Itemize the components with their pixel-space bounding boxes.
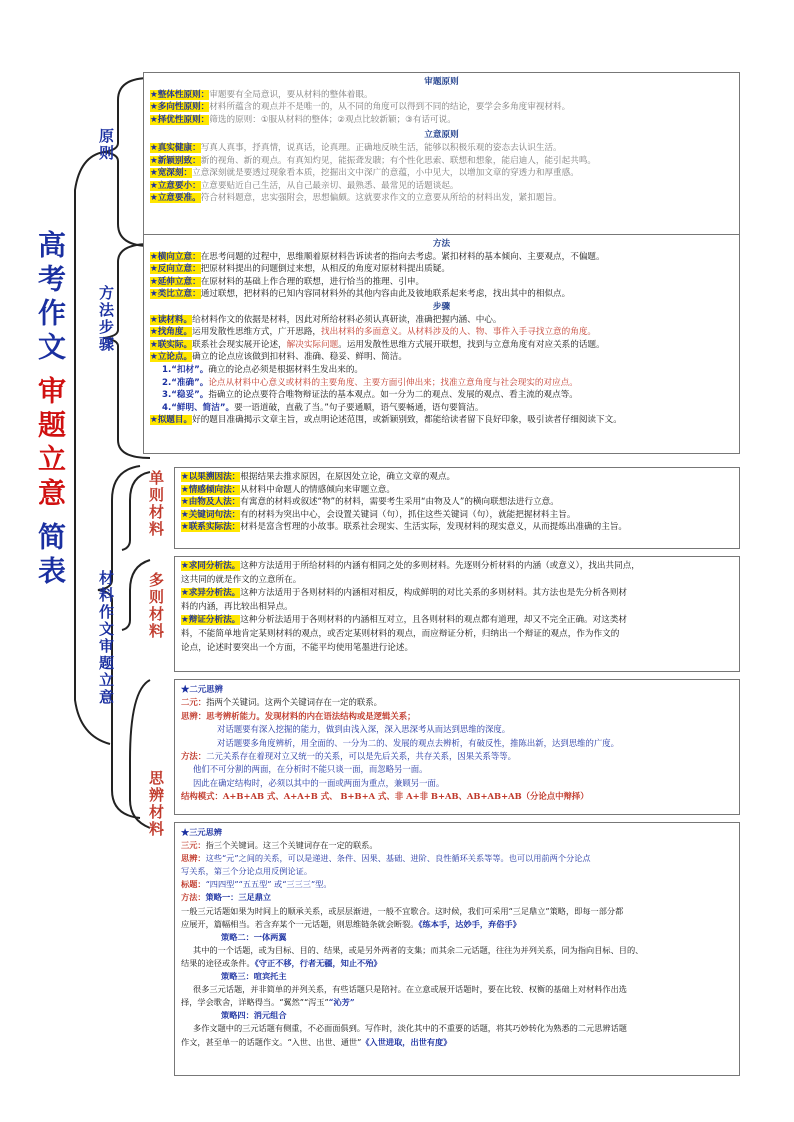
methods-box: [143, 234, 740, 454]
text-span: ★辩证分析法。: [181, 615, 241, 626]
text-span: 筛选的原则：①服从材料的整体；②观点比较新颖；③有话可说。: [209, 114, 456, 125]
step-item: [150, 351, 733, 364]
ternary-line: 策略四：消元组合: [221, 1010, 287, 1021]
text-span: 结果的途径或条件。: [181, 957, 255, 968]
binary-heading: ★二元思辨: [181, 684, 223, 694]
ternary-line: [181, 878, 733, 891]
ternary-line: 写关系，第三个分论点用反例论证。: [181, 866, 313, 877]
ternary-line: [181, 852, 733, 865]
text-span: 符合材料题意，忠实强附会，思想偏颇。这就要求作文的立意要从所给的材料出发，紧扣题旨。: [200, 193, 562, 204]
text-span: 运用发散性思维方式，广开思路，: [192, 327, 322, 338]
text-span: 指两个关键词。这两个关键词存在一定的联系。: [206, 697, 382, 708]
text-span: 《入世进取，出世有度》: [361, 1036, 452, 1047]
text-span: 新的视角、新的观点。有真知灼见，能振聋发聩；有个性化思索、联想和想象，能启迪人，能引起共鸣。: [200, 155, 597, 166]
text-span: ★立论点。: [150, 352, 193, 363]
text-span: 材料所蕴含的观点并不是唯一的，从不同的角度可以得到不同的结论，要学会多角度审视材料。: [209, 102, 571, 113]
method-item: [150, 263, 733, 276]
text-span: 材料是富含哲理的小故事。联系社会现实、生活实际，发现材料的现实意义，从而提炼出准确的主旨。: [240, 522, 628, 533]
step-sub-item: [150, 364, 733, 377]
text-span: 通过联想，把材料的已知内容同材料外的其他内容由此及彼地联系起来考虑，找出其中的相似点。: [200, 289, 571, 300]
principle-item: [150, 114, 733, 127]
multi-method-item: [181, 560, 733, 574]
single-method-item: [181, 496, 733, 509]
text-span: A+B+AB 式、A+A+B 式、 B+B+A 式、非 A+非 B+AB、AB+AB+AB（分论点中辩择）: [222, 791, 589, 802]
multi-method-continuation: 料，不能简单地肯定某则材料的观点，或否定某则材料的观点，而应辩证分析，归纳出一个辩证的观点，作为作文的: [181, 628, 620, 639]
text-span: 把原材料提出的问题倒过来想，从相反的角度对原材料提出质疑。: [200, 264, 450, 275]
ternary-heading: ★三元思辨: [181, 827, 222, 837]
ternary-line: [181, 918, 733, 931]
text-span: 策略一：三足鼎立: [205, 892, 272, 903]
text-span: 有的材料为突出中心，会设置关键词（句），抓住这些关键词（句），就能把握材料主旨。: [240, 509, 576, 520]
text-span: ★延伸立意：: [150, 276, 201, 287]
text-span: 写真人真事，抒真情，说真话，论真理。正确地反映生活，能够以积极乐观的姿态去认识生活。: [200, 142, 562, 153]
text-span: ★新颖别致：: [150, 155, 201, 166]
text-span: 联系社会现实展开论述，: [192, 339, 287, 350]
principle-item: [150, 155, 733, 168]
step-sub-item: [150, 389, 733, 402]
principle-item: [150, 192, 733, 205]
binary-line: 对话题要有深入挖掘的能力，做到由浅入深，深入思深考从而达到思维的深度。: [217, 724, 511, 735]
ternary-line: [181, 996, 733, 1009]
label-danze: 单则材料: [147, 470, 165, 538]
ternary-dialectic-box: [174, 822, 740, 1076]
text-span: 好的题目准确揭示文章主旨，或点明论述范围，或新颖别致，都能给读者留下良好印象，吸引读者仔细阅读下文。: [192, 415, 622, 426]
page-title: [30, 230, 70, 590]
text-span: ★横向立意：: [150, 251, 201, 262]
text-span: 立意深刻就是要透过现象看本质，挖掘出文中深广的意蕴，小中见大，以增加文章的穿透力和厚重感。: [192, 168, 579, 179]
text-span: 有寓意的材料或叙述“物”的材料，需要考生采用“由物及人”的横向联想法进行立意。: [240, 497, 559, 508]
text-span: 1.“扣材”。: [162, 364, 209, 375]
steps-heading: 步骤: [432, 301, 451, 312]
label-yuanze: 原则: [97, 128, 115, 162]
text-span: 确立的论点应该做到扣材料、准确、稳妥、鲜明、简洁。: [192, 352, 407, 363]
label-duoze: 多则材料: [147, 572, 165, 640]
ternary-line: [181, 891, 733, 904]
principle-item: [150, 89, 733, 102]
label-sibian: 思辨材料: [147, 770, 165, 838]
text-span: 二元：: [181, 697, 207, 708]
single-method-item: [181, 484, 733, 497]
step-item: [150, 314, 733, 327]
title-main: 高考作文: [34, 230, 67, 366]
step-sub-item: [150, 402, 733, 415]
text-span: 作文，甚至单一的话题作文。“入世、出世、通世”: [181, 1036, 362, 1047]
text-span: 二元关系存在着现对立又统一的关系，可以是先后关系，共存关系，因果关系等等。: [206, 751, 516, 762]
multi-method-continuation: 这共同的就是作文的立意所在。: [181, 574, 302, 585]
single-method-item: [181, 509, 733, 522]
text-span: ★关键词句法：: [181, 509, 241, 520]
ternary-line: 很多三元话题，并非简单的并列关系，有些话题只是陪衬。在立意或展开话题时，要在比较、权衡的基础上对材料作出选: [193, 984, 627, 995]
title-red: 审题立意: [34, 376, 67, 512]
text-span: “沁芳”: [328, 997, 355, 1008]
text-span: ★以果溯因法：: [181, 472, 241, 482]
binary-line: 对话题要多角度辨析，用全面的、一分为二的、发展的观点去辨析，有破反性，推陈出新，达到思维的广度。: [217, 737, 619, 748]
text-span: 解决实际问题: [286, 339, 339, 350]
binary-line: [181, 750, 733, 763]
text-span: 标题：: [181, 879, 206, 890]
ternary-line: 一般三元话题如果为时间上的顺承关系，或层层渐进，一般不宜歌合。这时候，我们可采用“三足鼎立”策略，即每一部分都: [181, 905, 624, 916]
text-span: 论点从材料中心意义或材料的主要角度、主要方面引伸出来；找准立意角度与社会现实的对应点。: [208, 377, 578, 388]
principle-item: [150, 167, 733, 180]
ternary-line: [181, 957, 733, 970]
single-method-item: [181, 471, 733, 484]
text-span: 从材料中命题人的情感倾向来审题立意。: [240, 484, 395, 495]
principles-box: [143, 72, 740, 248]
text-span: ★拟题目。: [150, 415, 193, 426]
text-span: 《守正不移，行者无疆，知止不殆》: [254, 957, 382, 968]
title-tail: 简表: [34, 522, 67, 590]
text-span: 这些“元”之间的关系，可以是递进、条件、因果、基础、进阶、良性循环关系等等。也可以用前两个分论点: [205, 853, 591, 864]
text-span: 。运用发散性思维方式展开联想，找到与立意角度有对应关系的话题。: [338, 339, 605, 350]
text-span: 4.“鲜明、简洁”。: [162, 402, 235, 413]
single-material-box: [174, 467, 740, 549]
principle-item: [150, 142, 733, 155]
text-span: 择，学会歌舍，详略得当。“翼然”“泻玉”: [181, 997, 329, 1008]
text-span: 这种方法适用于所给材料的内涵有相同之处的多则材料。先逐则分析材料的内涵（或意义），找出共同点，: [240, 561, 640, 571]
text-span: 找出材料的多面意义。从材料涉及的人、物、事件入手寻找立意的角度。: [321, 327, 597, 338]
multi-method-item: [181, 614, 733, 628]
text-span: 立意要贴近自己生活，从自己最亲切、最熟悉、最常见的话题谈起。: [200, 180, 459, 191]
text-span: 在思考问题的过程中，思维顺着原材料告诉读者的指向去考虑。紧扣材料的基本倾向、主要观点，不偏题。: [200, 251, 605, 262]
multi-material-box: [174, 556, 740, 672]
binary-line: [181, 790, 733, 803]
text-span: 思辨：: [181, 710, 207, 721]
text-span: ★多向性原则：: [150, 102, 210, 113]
text-span: ★联系实际法：: [181, 522, 241, 533]
text-span: 思考辨析能力。发现材料的内在语法结构或是逻辑关系；: [206, 710, 416, 721]
text-span: ★找角度。: [150, 327, 193, 338]
text-span: ★整体性原则：: [150, 89, 210, 100]
ternary-line: 多作文题中的三元话题有侧重，不必面面俱到。写作时，淡化其中的不重要的话题，将其巧妙转化为熟悉的二元思辨话题: [193, 1023, 627, 1034]
ternary-line: [181, 1036, 733, 1049]
text-span: 确立的论点必须是根据材料生发出来的。: [208, 364, 364, 375]
text-span: 应展开，篇幅相当。若含弃某个一元话题，则思维链条就会断裂。: [181, 918, 419, 929]
idea-principles-heading: 立意原则: [424, 130, 459, 141]
text-span: 根据结果去推求原因，在原因处立论，确立文章的观点。: [240, 472, 456, 482]
binary-line: [181, 696, 733, 709]
ternary-line: 策略二：一体两翼: [221, 931, 287, 942]
text-span: 在原材料的基础上作合理的联想，进行恰当的推理、引申。: [200, 276, 425, 287]
text-span: 这种方法适用于各则材料的内涵相对相反，构成鲜明的对比关系的多则材料。其方法也是先分析各则材: [240, 588, 628, 599]
text-span: 思辨：: [181, 853, 206, 864]
ternary-line: 其中的一个话题，或为目标、目的、结果，或是另外两者的支集；而其余二元话题，往往为并列关系，同为指向目标、目的、: [193, 944, 644, 955]
text-span: 指确立的论点要符合唯物辩证法的基本观点。如一分为二的观点、发展的观点、看主流的观点等。: [208, 390, 578, 401]
principle-item: [150, 180, 733, 193]
step-item: [150, 414, 733, 427]
ternary-line: [181, 839, 733, 852]
step-item: [150, 339, 733, 352]
binary-line: 他们不可分割的两面，在分析时不能只谈一面，而忽略另一面。: [193, 764, 428, 775]
text-span: ★类比立意：: [150, 289, 201, 300]
text-span: 2.“准确”。: [162, 377, 209, 388]
text-span: 《练本手，达妙手，弃俗手》: [418, 918, 521, 929]
step-sub-item: [150, 377, 733, 390]
binary-line: [181, 710, 733, 723]
multi-method-item: [181, 587, 733, 601]
text-span: 方法：: [181, 892, 206, 903]
ternary-line: 策略三：喧宾托主: [221, 971, 287, 982]
step-item: [150, 326, 733, 339]
text-span: “四四型”“五五型” 或“三三三”型。: [205, 879, 332, 890]
text-span: ★真实健康：: [150, 142, 201, 153]
text-span: 3.“稳妥”。: [162, 390, 209, 401]
text-span: ★立意要小：: [150, 180, 201, 191]
text-span: ★由物及人法：: [181, 497, 241, 508]
text-span: ★求异分析法。: [181, 588, 241, 599]
label-fangfa: 方法步骤: [97, 285, 115, 353]
binary-dialectic-box: [174, 679, 740, 815]
text-span: ★立意要准。: [150, 193, 201, 204]
method-item: [150, 251, 733, 264]
principle-item: [150, 101, 733, 114]
text-span: 方法：: [181, 751, 207, 762]
method-item: [150, 276, 733, 289]
multi-method-continuation: 论点，论述时要突出一个方面，不能平均使用笔墨进行论述。: [181, 642, 414, 653]
text-span: ★联实际。: [150, 339, 193, 350]
text-span: ★择优性原则：: [150, 114, 210, 125]
binary-line: 因此在确定结构时，必须以其中的一面或两面为重点，兼顾另一面。: [193, 777, 445, 788]
single-method-item: [181, 521, 733, 534]
methods-heading: 方法: [432, 239, 451, 249]
text-span: ★反向立意：: [150, 264, 201, 275]
text-span: 这种分析法适用于各则材料的内涵相互对立，且各则材料的观点都有道理，却又不完全正确。对这类材: [240, 615, 628, 626]
text-span: 结构模式：: [181, 791, 223, 802]
text-span: ★读材料。: [150, 314, 193, 325]
audit-principles-heading: 审题原则: [424, 77, 459, 87]
text-span: ★宽深刻：: [150, 168, 193, 179]
text-span: ★情感倾向法：: [181, 484, 241, 495]
method-item: [150, 288, 733, 301]
label-cailiao: 材料作文审题立意: [97, 570, 115, 706]
text-span: 指三个关键词。这三个关键词存在一定的联系。: [205, 840, 378, 851]
text-span: 给材料作文的依据是材料，因此对所给材料必须认真研读，准确把握内涵、中心。: [192, 314, 502, 325]
text-span: ★求同分析法。: [181, 561, 241, 571]
text-span: 三元：: [181, 840, 206, 851]
text-span: 审题要有全局意识，要从材料的整体着眼。: [209, 89, 373, 100]
multi-method-continuation: 料的内涵，再比较出相异点。: [181, 601, 293, 612]
text-span: 要一语道破，直截了当。”句子要通顺，语气要畅通，语句要简洁。: [234, 402, 484, 413]
